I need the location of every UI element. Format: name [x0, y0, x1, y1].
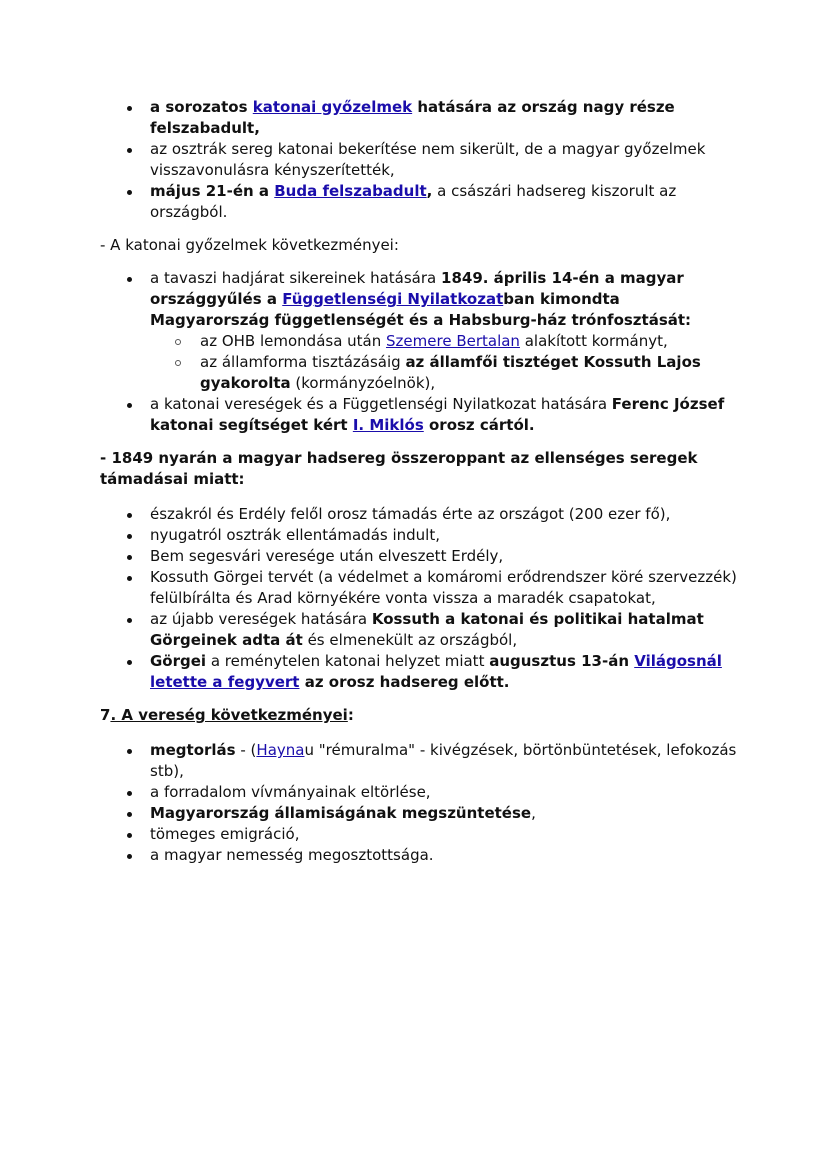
- item-text: Bem segesvári veresége után elveszett Erdély,: [150, 547, 504, 565]
- item-text: északról és Erdély felől orosz támadás érte az országot (200 ezer fő),: [150, 505, 671, 523]
- list-item: [100, 97, 740, 139]
- section-heading: [100, 705, 740, 726]
- collapse-list: [100, 504, 740, 693]
- item-text: az államforma tisztázásáig: [200, 353, 406, 371]
- item-text: a reménytelen katonai helyzet miatt: [206, 652, 490, 670]
- document-page: [100, 97, 740, 866]
- item-text-bold: Kossuth a katonai és politikai hatalmat Görgeinek adta át: [150, 610, 704, 649]
- item-text: - (: [235, 741, 257, 759]
- item-text-bold: megtorlás: [150, 741, 236, 759]
- item-text: az osztrák sereg katonai bekerítése nem sikerült, de a magyar győzelmek visszavonulásra kényszerítették,: [150, 140, 706, 179]
- sub-list: [150, 331, 740, 394]
- list-item: [100, 139, 740, 181]
- section-heading: [100, 448, 740, 490]
- link-i-miklos[interactable]: I. Miklós: [352, 416, 424, 434]
- item-text: és elmenekült az országból,: [302, 631, 518, 649]
- item-text-bold: Görgei: [150, 652, 207, 670]
- item-text: ,: [531, 804, 536, 822]
- item-text-bold: ,: [426, 182, 433, 200]
- list-item: [100, 651, 740, 693]
- item-text-bold: augusztus 13-án: [489, 652, 635, 670]
- link-haynau[interactable]: Hayna: [256, 741, 305, 759]
- item-text: a császári hadsereg kiszorult az országból.: [150, 182, 677, 221]
- section-number: 7: [100, 706, 111, 724]
- list-item: [100, 782, 740, 803]
- list-item: [100, 181, 740, 223]
- link-szemere-bertalan[interactable]: Szemere Bertalan: [386, 332, 520, 350]
- list-item: [100, 567, 740, 609]
- item-text: Kossuth Görgei tervét (a védelmet a komáromi erődrendszer köré szervezzék) felülbírálta és Arad környékére vonta vissza a maradék csapatokat,: [150, 568, 737, 607]
- item-text-bold: az orosz hadsereg előtt.: [299, 673, 510, 691]
- link-buda-felszabadult[interactable]: Buda felszabadult: [274, 182, 427, 200]
- item-text-bold: ban kimondta Magyarország függetlenségét és a Habsburg-ház trónfosztását:: [150, 290, 692, 329]
- list-item: [100, 504, 740, 525]
- item-text: a tavaszi hadjárat sikereinek hatására: [150, 269, 442, 287]
- list-item: [100, 394, 740, 436]
- section-colon: :: [347, 706, 354, 724]
- link-katonai-gyozelmek[interactable]: katonai győzelmek: [252, 98, 413, 116]
- item-text: az újabb vereségek hatására: [150, 610, 372, 628]
- item-text: a forradalom vívmányainak eltörlése,: [150, 783, 431, 801]
- item-text-bold: a sorozatos: [150, 98, 253, 116]
- item-text-bold: az államfői tisztéget Kossuth Lajos gyakorolta: [200, 353, 701, 392]
- consequences-list: [100, 268, 740, 436]
- list-item: [100, 740, 740, 782]
- sub-list-item: [150, 331, 740, 352]
- item-text: az OHB lemondása után: [200, 332, 387, 350]
- item-text: (kormányzóelnök),: [290, 374, 436, 392]
- item-text: nyugatról osztrák ellentámadás indult,: [150, 526, 440, 544]
- item-text: alakított kormányt,: [519, 332, 668, 350]
- list-item: [100, 268, 740, 394]
- list-item: [100, 546, 740, 567]
- sub-list-item: [150, 352, 740, 394]
- item-text: u "rémuralma" - kivégzések, börtönbüntetések, lefokozás stb),: [150, 741, 737, 780]
- item-text: tömeges emigráció,: [150, 825, 300, 843]
- item-text: a katonai vereségek és a Függetlenségi Nyilatkozat hatására: [150, 395, 612, 413]
- list-item: [100, 845, 740, 866]
- item-text-bold: orosz cártól.: [423, 416, 535, 434]
- item-text-bold: május 21-én a: [150, 182, 275, 200]
- item-text: a magyar nemesség megosztottsága.: [150, 846, 434, 864]
- list-item: [100, 609, 740, 651]
- item-text-bold: Ferenc József katonai segítséget kért: [150, 395, 725, 434]
- victories-list: [100, 97, 740, 223]
- link-vilagosnal[interactable]: Világosnál letette a fegyvert: [150, 652, 722, 691]
- item-text-bold: 1849. április 14-én a magyar országgyűlés a: [150, 269, 684, 308]
- section-heading: - A katonai győzelmek következményei:: [100, 236, 399, 254]
- section-title: . A vereség következményei: [110, 706, 348, 724]
- link-fuggetlensegi-nyilatkozat[interactable]: Függetlenségi Nyilatkozat: [282, 290, 504, 308]
- list-item: [100, 824, 740, 845]
- defeat-consequences-list: [100, 740, 740, 866]
- section-heading-bold: - 1849 nyarán a magyar hadsereg összeroppant az ellenséges seregek támadásai miatt:: [100, 449, 698, 488]
- item-text-bold: Magyarország államiságának megszüntetése: [150, 804, 532, 822]
- list-item: [100, 803, 740, 824]
- item-text-bold: hatására az ország nagy része felszabadult,: [150, 98, 675, 137]
- list-item: [100, 525, 740, 546]
